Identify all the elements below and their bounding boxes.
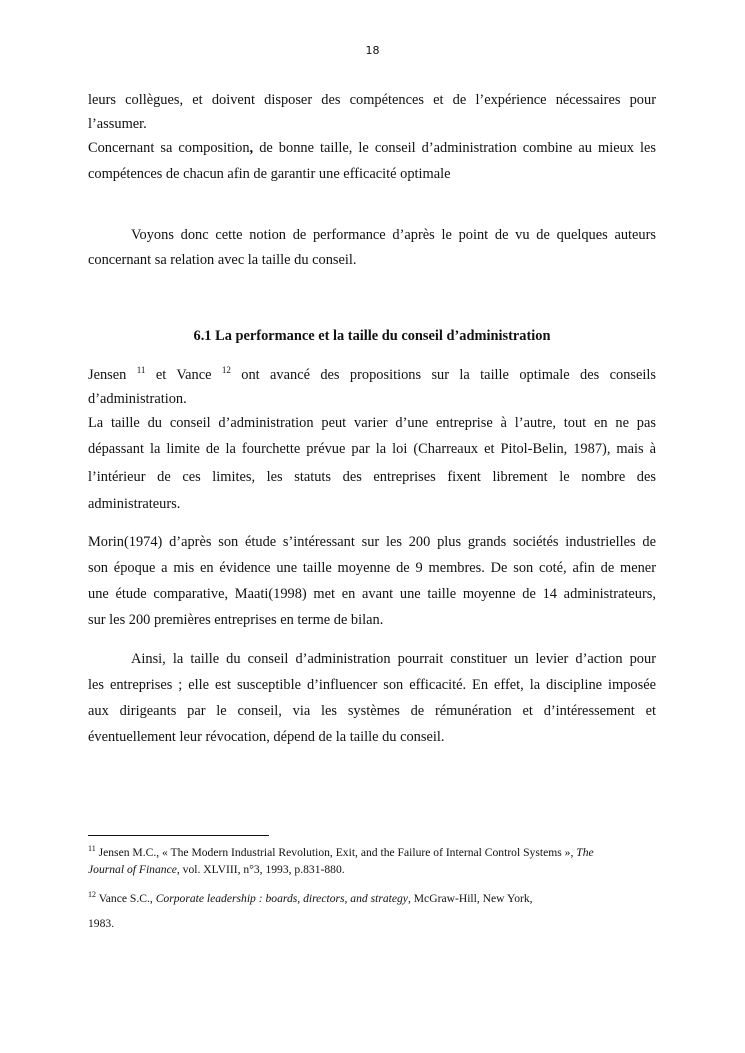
footnote-text: Vance S.C.,: [96, 892, 156, 905]
body-line: une étude comparative, Maati(1998) met en avant une taille moyenne de 14 administrateurs,: [88, 586, 656, 602]
footnote-number: 12: [88, 890, 96, 899]
footnote-12: [88, 891, 533, 906]
body-line: [88, 139, 656, 157]
body-line: Ainsi, la taille du conseil d’administration pourrait constituer un levier d’action pour: [131, 651, 656, 667]
body-line: éventuellement leur révocation, dépend de la taille du conseil.: [88, 729, 445, 745]
body-line: compétences de chacun afin de garantir une efficacité optimale: [88, 166, 451, 182]
body-text: Concernant sa composition: [88, 140, 250, 156]
footnote-ref[interactable]: 11: [136, 365, 146, 375]
footnote-ref[interactable]: 12: [221, 365, 231, 375]
body-line: aux dirigeants par le conseil, via les systèmes de rémunération et d’intéressement et: [88, 703, 656, 719]
body-line: leurs collègues, et doivent disposer des compétences et de l’expérience nécessaires pour: [88, 92, 656, 108]
body-line: La taille du conseil d’administration peut varier d’une entreprise à l’autre, tout en ne pas: [88, 415, 656, 431]
footnote-title: Journal of Finance: [88, 863, 177, 876]
footnote-text: , vol. XLVIII, n°3, 1993, p.831-880.: [176, 863, 345, 876]
author-name: et Vance: [145, 367, 212, 383]
body-line: sur les 200 premières entreprises en terme de bilan.: [88, 612, 384, 628]
footnote-separator: [88, 835, 269, 836]
footnote-11: [88, 845, 594, 860]
body-line: d’administration.: [88, 391, 187, 407]
body-text: de bonne taille, le conseil d’administration combine au mieux les: [253, 140, 656, 156]
footnote-12-cont: 1983.: [88, 917, 115, 930]
body-line: concernant sa relation avec la taille du conseil.: [88, 252, 357, 268]
bold-comma: ,: [249, 140, 254, 156]
body-line: Morin(1974) d’après son étude s’intéressant sur les 200 plus grands sociétés industrielles de: [88, 534, 656, 550]
footnote-text: Jensen M.C., « The Modern Industrial Revolution, Exit, and the Failure of Internal Control Systems »,: [95, 846, 577, 859]
footnote-title: The: [576, 846, 594, 859]
footnote-11-cont: [88, 862, 345, 877]
body-line: son époque a mis en évidence une taille moyenne de 9 membres. De son coté, afin de mener: [88, 560, 656, 576]
body-line: Voyons donc cette notion de performance d’après le point de vu de quelques auteurs: [131, 227, 656, 243]
footnote-number: 11: [88, 844, 96, 853]
body-line: [88, 366, 656, 384]
body-line: l’assumer.: [88, 116, 147, 132]
author-name: Jensen: [88, 367, 127, 383]
body-line: l’intérieur de ces limites, les statuts des entreprises fixent librement le nombre des: [88, 469, 656, 485]
body-text: ont avancé des propositions sur la taille optimale des conseils: [230, 367, 656, 383]
footnote-title: Corporate leadership : boards, directors, and strategy: [155, 892, 408, 905]
footnote-text: , McGraw-Hill, New York,: [407, 892, 533, 905]
page-number: 18: [365, 44, 380, 57]
body-line: dépassant la limite de la fourchette prévue par la loi (Charreaux et Pitol-Belin, 1987), mais à: [88, 441, 656, 457]
body-line: administrateurs.: [88, 496, 181, 512]
section-heading: 6.1 La performance et la taille du conseil d’administration: [193, 328, 551, 344]
body-line: les entreprises ; elle est susceptible d’influencer son efficacité. En effet, la discipline imposée: [88, 677, 656, 693]
